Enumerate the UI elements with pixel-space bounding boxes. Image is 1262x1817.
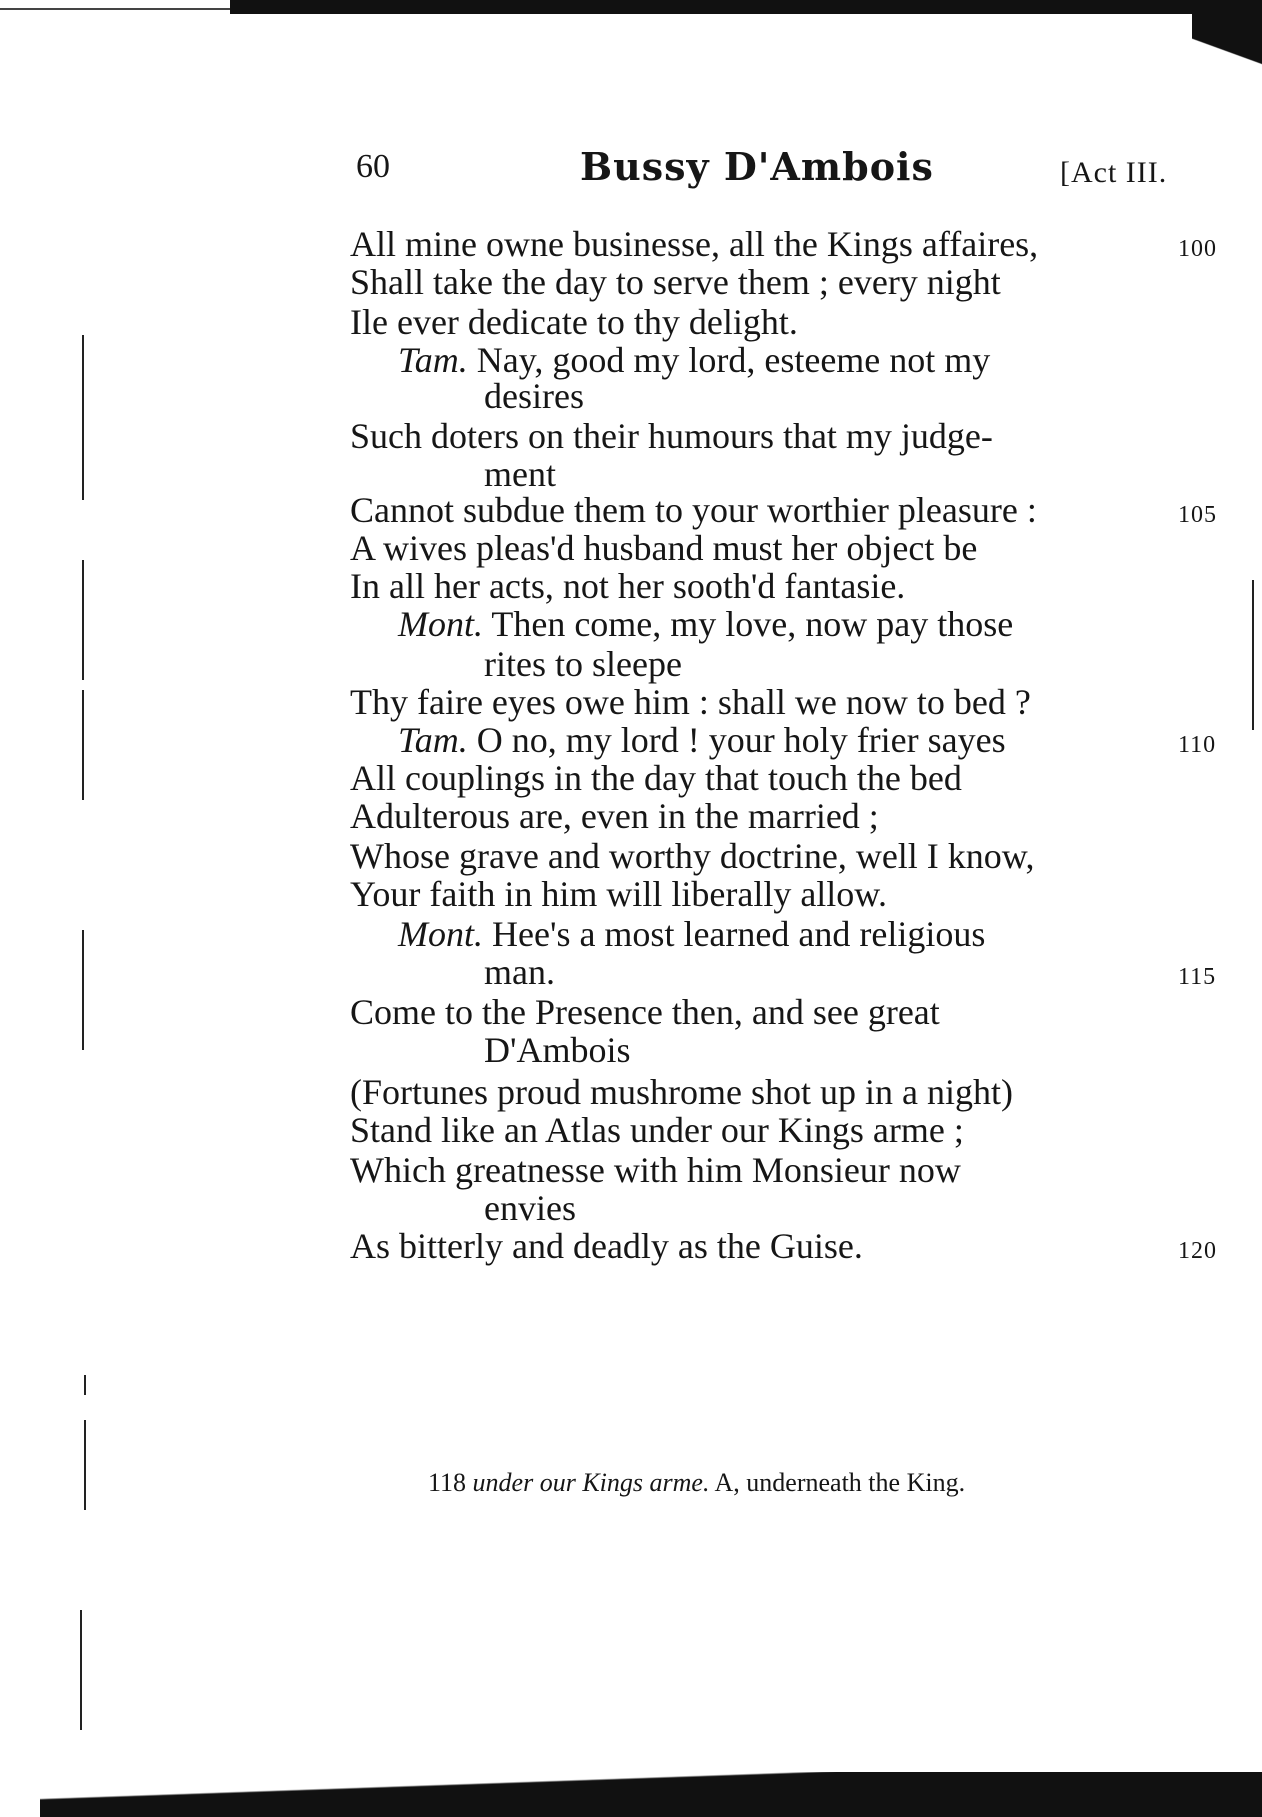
line-number: 120 bbox=[1178, 1238, 1217, 1264]
verse-text: (Fortunes proud mushrome shot up in a night) bbox=[350, 1072, 1013, 1112]
verse-text: Ile ever dedicate to thy delight. bbox=[350, 302, 798, 342]
verse-line bbox=[350, 260, 1001, 304]
gutter-speckle bbox=[82, 930, 84, 1050]
verse-text: desires bbox=[484, 376, 584, 416]
verse-text: envies bbox=[484, 1188, 576, 1228]
gutter-speckle bbox=[82, 560, 84, 680]
verse-text: Then come, my love, now pay those bbox=[491, 604, 1014, 644]
verse-text: Which greatnesse with him Monsieur now bbox=[350, 1150, 961, 1190]
verse-text: O no, my lord ! your holy frier sayes bbox=[476, 720, 1006, 760]
verse-text: All mine owne businesse, all the Kings affaires, bbox=[350, 224, 1039, 264]
verse-line bbox=[484, 1028, 631, 1072]
gutter-speckle bbox=[84, 1375, 86, 1395]
verse-text: man. bbox=[484, 952, 555, 992]
verse-line bbox=[350, 990, 940, 1034]
page-number: 60 bbox=[356, 148, 390, 185]
verse-line bbox=[350, 414, 993, 458]
verse-line bbox=[350, 1224, 863, 1268]
verse-text: Stand like an Atlas under our Kings arme ; bbox=[350, 1110, 964, 1150]
verse-text: All couplings in the day that touch the bed bbox=[350, 758, 962, 798]
verse-line bbox=[350, 872, 887, 916]
speaker-name: Tam. bbox=[398, 720, 468, 760]
running-title: Bussy D'Ambois bbox=[580, 144, 934, 189]
verse-text: ment bbox=[484, 454, 556, 494]
verse-line bbox=[350, 1148, 961, 1192]
act-label: [Act III. bbox=[1060, 156, 1168, 189]
page-edge-mark bbox=[1252, 580, 1254, 730]
line-number: 115 bbox=[1178, 964, 1217, 990]
scan-top-border bbox=[230, 0, 1262, 14]
gutter-speckle bbox=[82, 335, 84, 500]
line-number: 110 bbox=[1178, 732, 1217, 758]
gutter-speckle bbox=[80, 1610, 82, 1730]
line-number: 100 bbox=[1178, 236, 1217, 262]
verse-text: Adulterous are, even in the married ; bbox=[350, 796, 879, 836]
line-number: 105 bbox=[1178, 502, 1217, 528]
footnote bbox=[428, 1468, 965, 1498]
verse-text: D'Ambois bbox=[484, 1030, 631, 1070]
gutter-speckle bbox=[84, 1420, 86, 1510]
speaker-name: Tam. bbox=[398, 340, 468, 380]
speaker-name: Mont. bbox=[398, 604, 483, 644]
verse-line bbox=[484, 374, 584, 418]
verse-text: Hee's a most learned and religious bbox=[492, 914, 986, 954]
verse-text: Come to the Presence then, and see great bbox=[350, 992, 940, 1032]
speaker-name: Mont. bbox=[398, 914, 483, 954]
gutter-speckle bbox=[82, 690, 84, 800]
footnote-line-number: 118 bbox=[428, 1468, 467, 1497]
scan-bottom-border bbox=[40, 1772, 1262, 1817]
verse-text: Nay, good my lord, esteeme not my bbox=[476, 340, 991, 380]
verse-text: rites to sleepe bbox=[484, 644, 682, 684]
verse-text: Shall take the day to serve them ; every night bbox=[350, 262, 1001, 302]
verse-text: Such doters on their humours that my judge- bbox=[350, 416, 993, 456]
scan-corner-shadow bbox=[1192, 0, 1262, 90]
verse-line bbox=[350, 794, 879, 838]
verse-text: In all her acts, not her sooth'd fantasie. bbox=[350, 566, 906, 606]
verse-text: Thy faire eyes owe him : shall we now to bed ? bbox=[350, 682, 1031, 722]
footnote-note: A, underneath the King. bbox=[714, 1468, 966, 1497]
verse-text: Your faith in him will liberally allow. bbox=[350, 874, 887, 914]
verse-text: As bitterly and deadly as the Guise. bbox=[350, 1226, 863, 1266]
running-header bbox=[356, 144, 1176, 198]
verse-line bbox=[398, 602, 1013, 646]
verse-text: Whose grave and worthy doctrine, well I know, bbox=[350, 836, 1035, 876]
verse-text: Cannot subdue them to your worthier pleasure : bbox=[350, 490, 1037, 530]
verse-line bbox=[484, 950, 555, 994]
verse-text: A wives pleas'd husband must her object be bbox=[350, 528, 978, 568]
scan-edge-line bbox=[0, 8, 230, 10]
footnote-lemma: under our Kings arme. bbox=[472, 1468, 710, 1497]
verse-line bbox=[350, 1108, 964, 1152]
